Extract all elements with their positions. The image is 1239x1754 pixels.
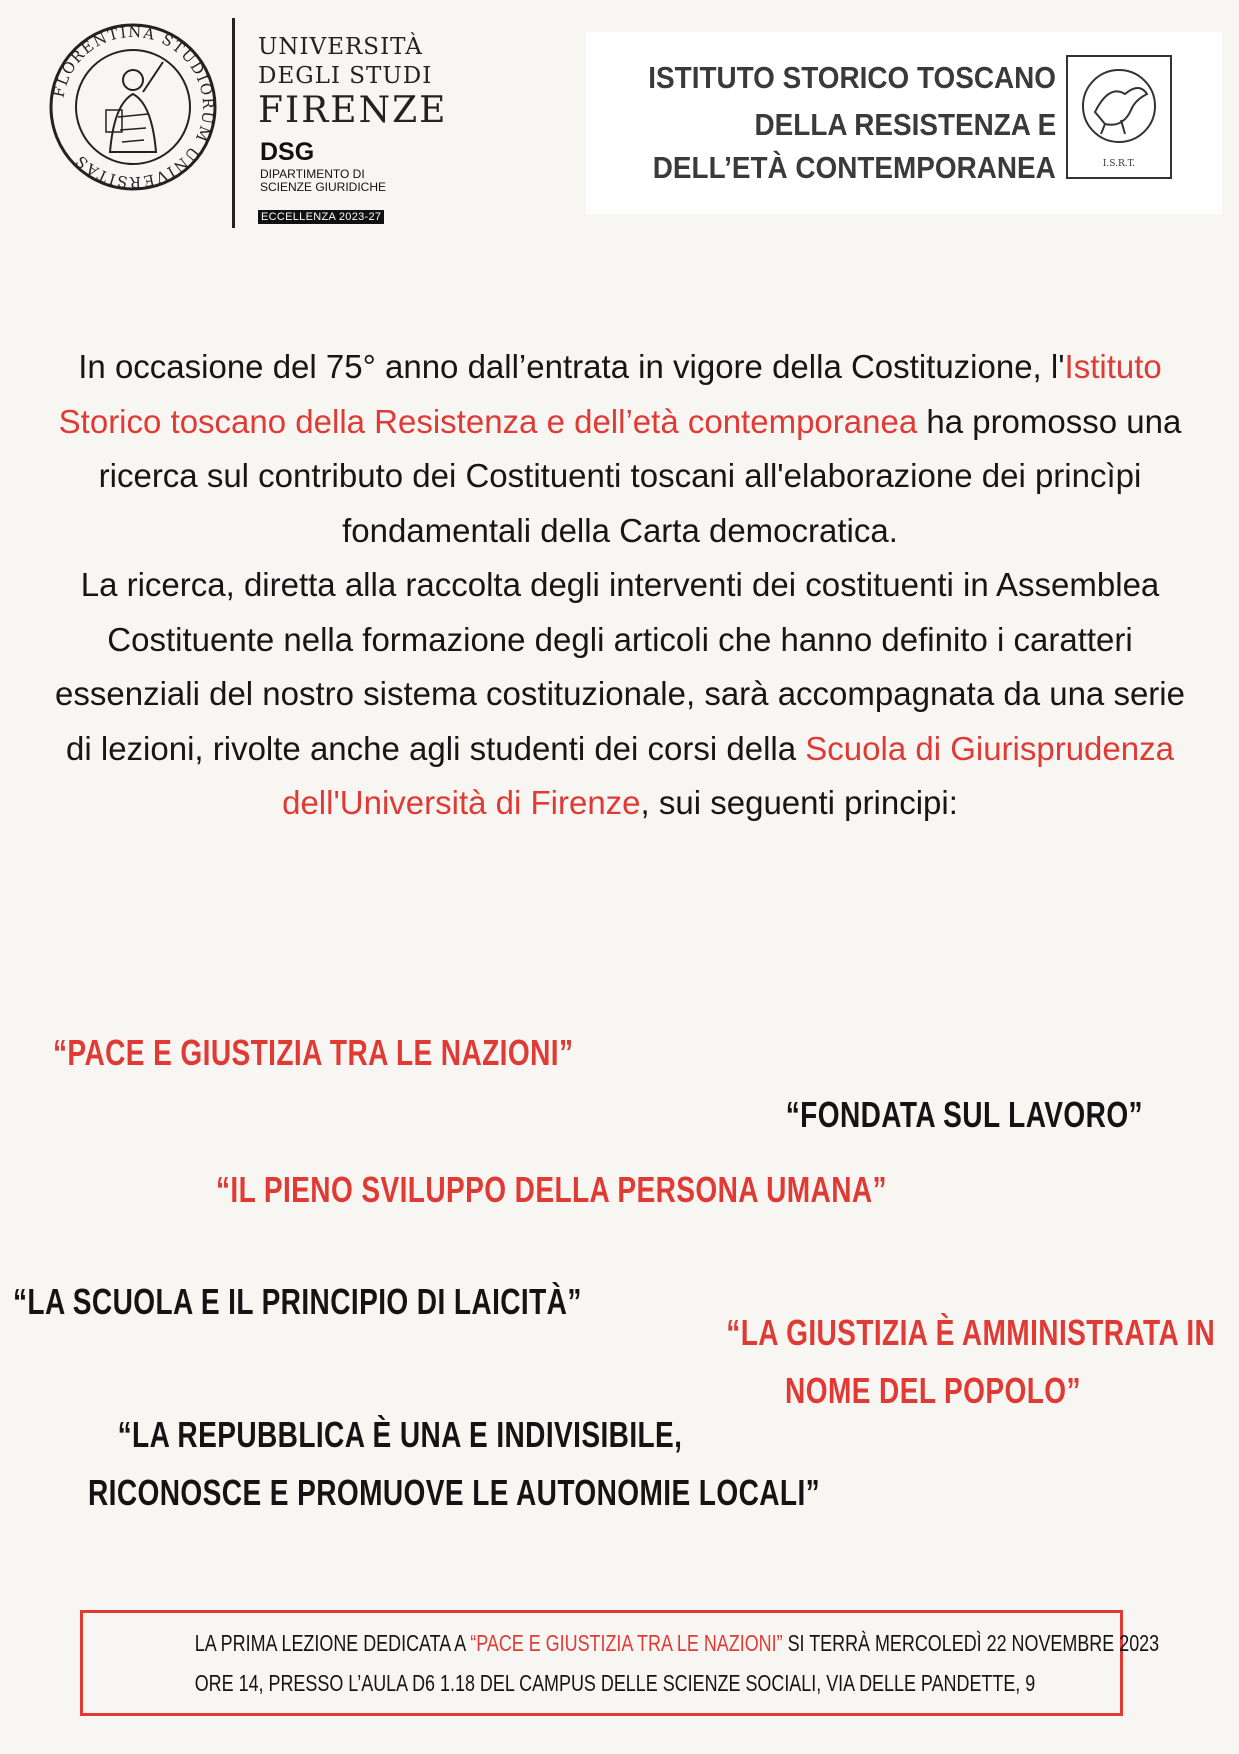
- principle-justice-line1: “LA GIUSTIZIA È AMMINISTRATA IN: [726, 1312, 1216, 1353]
- notice-date: SI TERRÀ MERCOLEDÌ 22 NOVEMBRE 2023: [782, 1630, 1160, 1656]
- principle-republic-line2: RICONOSCE E PROMUOVE LE AUTONOMIE LOCALI”: [88, 1472, 821, 1513]
- intro-text-4: , sui seguenti principi:: [640, 784, 958, 821]
- notice-line1: [194, 1630, 1160, 1657]
- institute-mention: Istituto Storico toscano della Resistenza e dell’età contemporanea: [58, 348, 1162, 440]
- university-name-line1: UNIVERSITÀ: [258, 34, 423, 60]
- svg-text:FLORENTINA STUDIORUM UNIVERSIT: FLORENTINA STUDIORUM UNIVERSITAS: [49, 22, 218, 192]
- notice-text-1: LA PRIMA LEZIONE DEDICATA A: [194, 1630, 471, 1656]
- university-name-line2: DEGLI STUDI: [258, 63, 433, 89]
- institute-name-line1: ISTITUTO STORICO TOSCANO: [648, 60, 1056, 95]
- principle-founded-on-work: “FONDATA SUL LAVORO”: [785, 1094, 1143, 1135]
- principle-republic-autonomy: [88, 1406, 821, 1522]
- law-school-mention: Scuola di Giurisprudenza dell'Università di Firenze: [282, 729, 1174, 821]
- institute-name-line3: DELL’ETÀ CONTEMPORANEA: [652, 150, 1056, 185]
- notice-location: ORE 14, PRESSO L’AULA D6 1.18 DEL CAMPUS DELLE SCIENZE SOCIALI, VIA DELLE PANDETTE, 9: [194, 1670, 1036, 1696]
- principle-justice-line2: NOME DEL POPOLO”: [785, 1370, 1081, 1411]
- university-seal-logo: [48, 22, 218, 192]
- department-name-line1: DIPARTIMENTO DI: [260, 167, 365, 181]
- excellence-badge: ECCELLENZA 2023-27: [258, 210, 384, 224]
- department-abbreviation: DSG: [260, 138, 315, 166]
- intro-text-1: In occasione del 75° anno dall’entrata in vigore della Costituzione, l': [78, 348, 1065, 385]
- logo-divider: [232, 18, 235, 228]
- intro-text-2: ha promosso una ricerca sul contributo dei Costituenti toscani all'elaborazione dei princìpi fondamentali della Carta democratica.: [98, 402, 1182, 549]
- institute-emblem-logo: [1065, 54, 1173, 180]
- institute-name-line2: DELLA RESISTENZA E: [754, 107, 1056, 142]
- intro-paragraph: [40, 340, 1200, 831]
- principle-school-secularism: “LA SCUOLA E IL PRINCIPIO DI LAICITÀ”: [13, 1281, 582, 1322]
- principle-justice-people: [726, 1304, 1216, 1420]
- principle-peace-justice: “PACE E GIUSTIZIA TRA LE NAZIONI”: [53, 1032, 574, 1073]
- principle-republic-line1: “LA REPUBBLICA È UNA E INDIVISIBILE,: [117, 1414, 683, 1455]
- institute-emblem-caption: I.S.R.T.: [1102, 159, 1136, 169]
- notice-lesson-title: “PACE E GIUSTIZIA TRA LE NAZIONI”: [470, 1630, 783, 1656]
- university-name-line3: FIRENZE: [258, 90, 448, 131]
- intro-text-3: La ricerca, diretta alla raccolta degli interventi dei costituenti in Assemblea Costituente nella formazione degli articoli che hanno definito i caratteri essenziali del nostro sistema costituzionale, sarà accompagnata da una serie di lezioni, rivolte anche agli studenti dei corsi della: [55, 566, 1185, 767]
- first-lesson-notice-box: [80, 1610, 1123, 1716]
- principle-human-development: “IL PIENO SVILUPPO DELLA PERSONA UMANA”: [216, 1169, 887, 1210]
- department-name-line2: SCIENZE GIURIDICHE: [260, 180, 387, 194]
